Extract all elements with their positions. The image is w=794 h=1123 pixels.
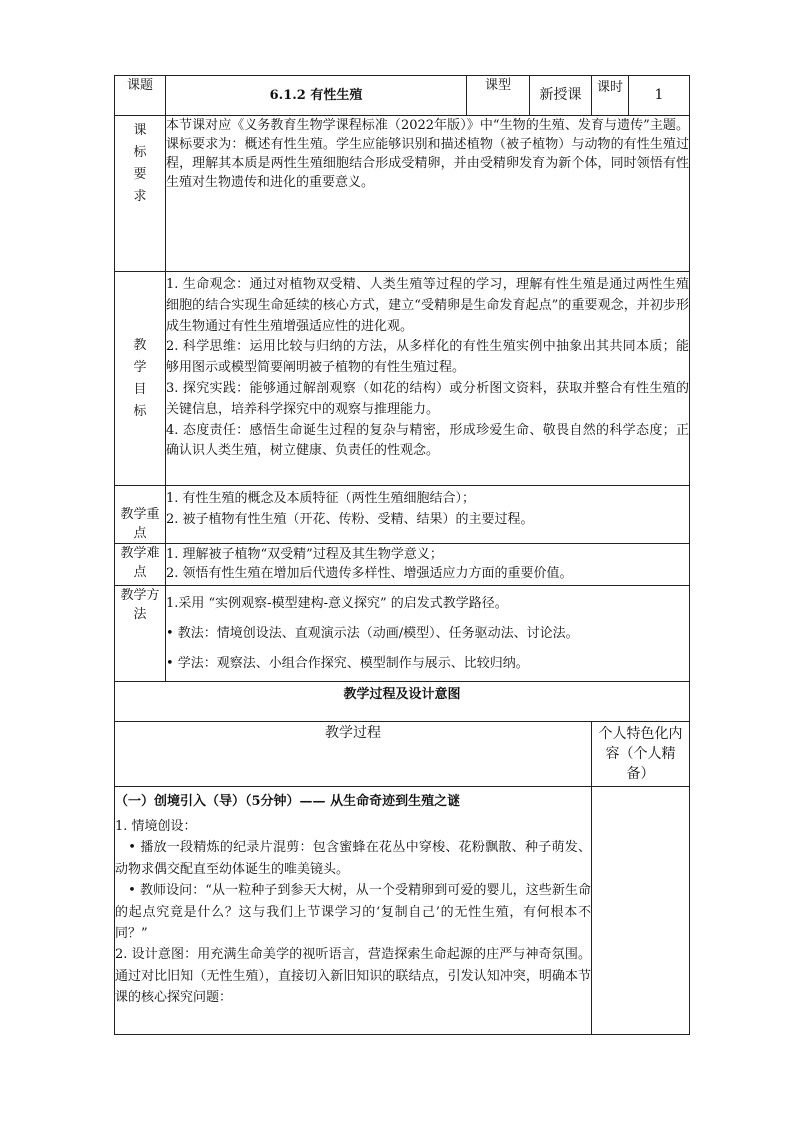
hours-label: 课时 <box>592 76 629 116</box>
objectives-label: 教学目标 <box>115 272 166 486</box>
hours-value: 1 <box>629 76 690 116</box>
standards-text: 本节课对应《义务教育生物学课程标准（2022年版）》中“生物的生殖、发育与遗传”主题。课标要求为：概述有性生殖。学生应能够识别和描述植物（被子植物）与动物的有性生殖过程，理解其本质是两性生殖细胞结合形成受精卵，并由受精卵发育为新个体，同时领悟有性生殖对生物遗传和进化的重要意义。 <box>166 116 690 272</box>
process-content-row <box>115 787 690 1035</box>
methods-list <box>166 586 690 682</box>
objective-item: 1. 生命观念：通过对植物双受精、人类生殖等过程的学习，理解有性生殖是通过两性生殖细胞的结合实现生命延续的核心方式，建立“受精卵是生命发育起点”的重要观念，并初步形成生物通过有性生殖增强适应性的进化观。 <box>166 277 689 334</box>
process-header-row <box>115 722 690 787</box>
process-content <box>115 787 592 1035</box>
keypoints-row <box>115 486 690 544</box>
objective-item: 2. 科学思维：运用比较与归纳的方法，从多样化的有性生殖实例中抽象出其共同本质；能够用图示或模型简要阐明被子植物的有性生殖过程。 <box>166 339 689 376</box>
standards-label: 课标要求 <box>115 116 166 272</box>
topic-label: 课题 <box>115 76 166 116</box>
method-item: • 教法：情境创设法、直观演示法（动画/模型）、任务驱动法、讨论法。 <box>166 626 579 641</box>
method-item: 1.采用 “实例观察-模型建构-意义探究” 的启发式教学路径。 <box>166 596 508 611</box>
methods-label: 教学方法 <box>115 586 166 682</box>
header-row <box>115 76 690 116</box>
process-line: • 教师设问：“从一粒种子到参天大树，从一个受精卵到可爱的婴儿，这些新生命的起点究竟是什么？这与我们上节课学习的‘复制自己’的无性生殖，有何根本不同？” <box>115 883 591 942</box>
difficulty-item: 1. 理解被子植物“双受精”过程及其生物学意义； <box>166 547 443 562</box>
difficulties-label: 教学难点 <box>115 544 166 586</box>
type-label: 课型 <box>467 76 530 116</box>
objective-item: 3. 探究实践：能够通过解剖观察（如花的结构）或分析图文资料，获取并整合有性生殖的关键信息，培养科学探究中的观察与推理能力。 <box>166 380 689 417</box>
standards-row <box>115 116 690 272</box>
topic-value: 6.1.2 有性生殖 <box>166 76 467 116</box>
difficulty-item: 2. 领悟有性生殖在增加后代遗传多样性、增强适应力方面的重要价值。 <box>166 566 573 581</box>
section-title: 教学过程及设计意图 <box>115 682 690 722</box>
method-item: • 学法：观察法、小组合作探究、模型制作与展示、比较归纳。 <box>166 656 529 671</box>
objective-item: 4. 态度责任：感悟生命诞生过程的复杂与精密，形成珍爱生命、敬畏自然的科学态度；正确认识人类生殖，树立健康、负责任的性观念。 <box>166 422 689 459</box>
methods-row <box>115 586 690 682</box>
step-heading: （一）创境引入（导）（5分钟）—— 从生命奇迹到生殖之谜 <box>115 794 461 809</box>
keypoints-label: 教学重点 <box>115 486 166 544</box>
process-column-header: 教学过程 <box>115 722 592 787</box>
difficulties-list <box>166 544 690 586</box>
keypoint-item: 1. 有性生殖的概念及本质特征（两性生殖细胞结合）； <box>166 491 476 506</box>
process-line: • 播放一段精炼的纪录片混剪：包含蜜蜂在花丛中穿梭、花粉飘散、种子萌发、动物求偶交配直至幼体诞生的唯美镜头。 <box>115 840 591 877</box>
objectives-list <box>166 272 690 486</box>
lesson-plan-table <box>114 75 690 1035</box>
section-title-row <box>115 682 690 722</box>
difficulties-row <box>115 544 690 586</box>
objectives-row <box>115 272 690 486</box>
keypoint-item: 2. 被子植物有性生殖（开花、传粉、受精、结果）的主要过程。 <box>166 512 534 527</box>
process-line: 1. 情境创设： <box>115 819 197 834</box>
process-line: 2. 设计意图：用充满生命美学的视听语言，营造探索生命起源的庄严与神奇氛围。通过对比旧知（无性生殖），直接切入新旧知识的联结点，引发认知冲突，明确本节课的核心探究问题： <box>115 947 591 1006</box>
personal-content <box>592 787 690 1035</box>
type-value: 新授课 <box>530 76 592 116</box>
keypoints-list <box>166 486 690 544</box>
personal-column-header: 个人特色化内容（个人精备） <box>592 722 690 787</box>
